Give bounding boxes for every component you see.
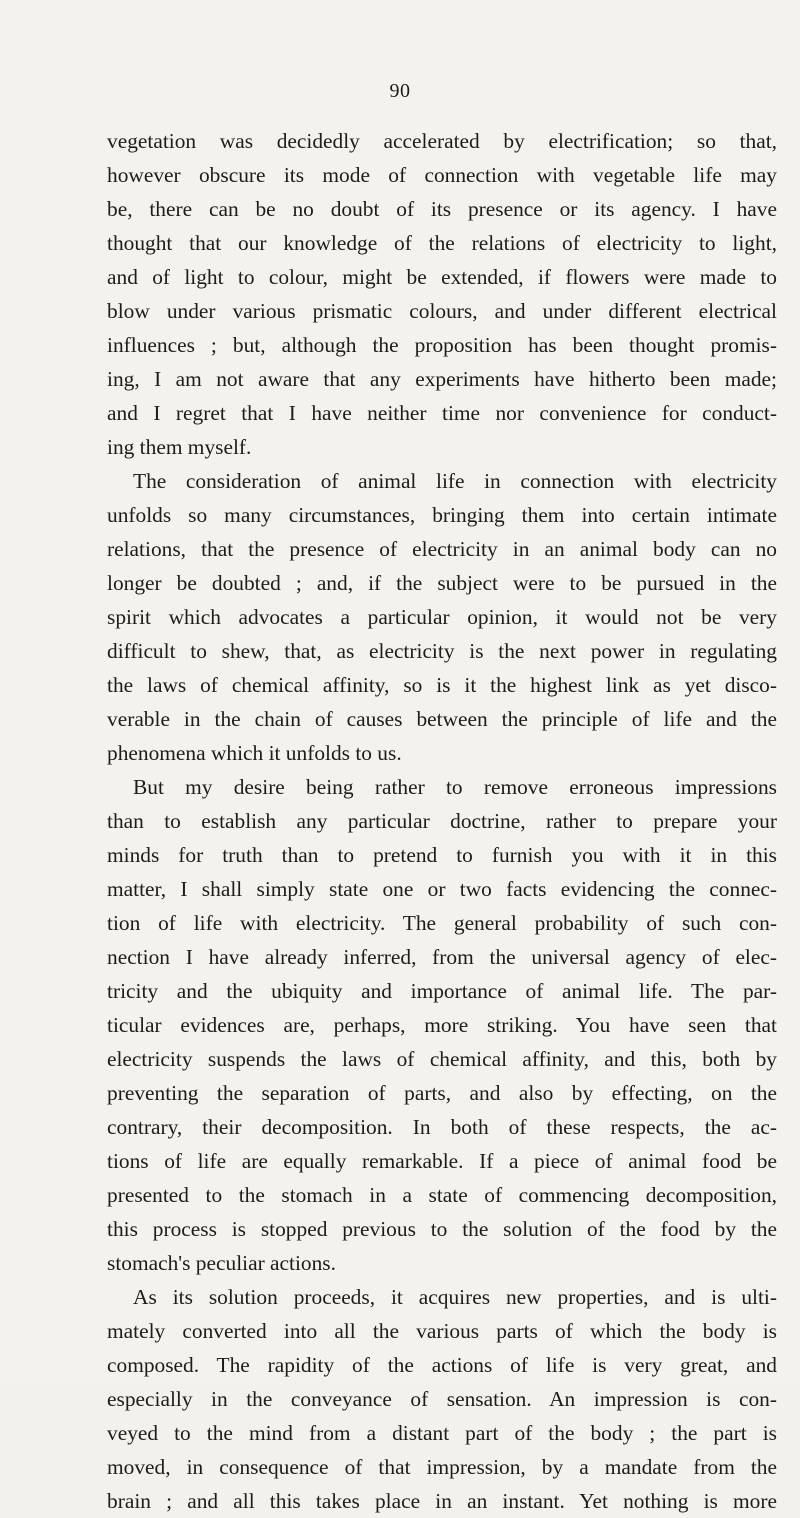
text-line: matter, I shall simply state one or two facts evidencing the connec- bbox=[107, 877, 777, 901]
text-line: As its solution proceeds, it acquires new properties, and is ulti- bbox=[133, 1285, 777, 1309]
text-line: brain ; and all this takes place in an instant. Yet nothing is more bbox=[107, 1489, 777, 1513]
text-line: however obscure its mode of connection with vegetable life may bbox=[107, 163, 777, 187]
text-line: than to establish any particular doctrine, rather to prepare your bbox=[107, 809, 777, 833]
text-line: moved, in consequence of that impression, by a mandate from the bbox=[107, 1455, 777, 1479]
text-line: spirit which advocates a particular opinion, it would not be very bbox=[107, 605, 777, 629]
text-line: tricity and the ubiquity and importance of animal life. The par- bbox=[107, 979, 777, 1003]
text-line: longer be doubted ; and, if the subject were to be pursued in the bbox=[107, 571, 777, 595]
text-line: the laws of chemical affinity, so is it the highest link as yet disco- bbox=[107, 673, 777, 697]
text-line: stomach's peculiar actions. bbox=[107, 1251, 336, 1275]
text-line: verable in the chain of causes between the principle of life and the bbox=[107, 707, 777, 731]
text-line: minds for truth than to pretend to furnish you with it in this bbox=[107, 843, 777, 867]
body-text bbox=[107, 124, 777, 1518]
text-line: preventing the separation of parts, and also by effecting, on the bbox=[107, 1081, 777, 1105]
page-number: 90 bbox=[389, 80, 411, 102]
text-line: veyed to the mind from a distant part of the body ; the part is bbox=[107, 1421, 777, 1445]
text-line: unfolds so many circumstances, bringing them into certain intimate bbox=[107, 503, 777, 527]
text-line: ing, I am not aware that any experiments have hitherto been made; bbox=[107, 367, 777, 391]
text-line: presented to the stomach in a state of commencing decomposition, bbox=[107, 1183, 777, 1207]
text-line: ticular evidences are, perhaps, more striking. You have seen that bbox=[107, 1013, 777, 1037]
text-line: But my desire being rather to remove erroneous impressions bbox=[133, 775, 777, 799]
text-line: contrary, their decomposition. In both of these respects, the ac- bbox=[107, 1115, 777, 1139]
text-line: blow under various prismatic colours, and under different electrical bbox=[107, 299, 777, 323]
text-line: tion of life with electricity. The general probability of such con- bbox=[107, 911, 777, 935]
text-line: electricity suspends the laws of chemical affinity, and this, both by bbox=[107, 1047, 777, 1071]
text-line: nection I have already inferred, from the universal agency of elec- bbox=[107, 945, 777, 969]
text-line: difficult to shew, that, as electricity is the next power in regulating bbox=[107, 639, 777, 663]
text-line: mately converted into all the various parts of which the body is bbox=[107, 1319, 777, 1343]
text-line: phenomena which it unfolds to us. bbox=[107, 741, 402, 765]
text-line: this process is stopped previous to the solution of the food by the bbox=[107, 1217, 777, 1241]
text-line: and of light to colour, might be extended, if flowers were made to bbox=[107, 265, 777, 289]
text-line: ing them myself. bbox=[107, 435, 252, 459]
text-line: and I regret that I have neither time nor convenience for conduct- bbox=[107, 401, 777, 425]
text-line: especially in the conveyance of sensation. An impression is con- bbox=[107, 1387, 777, 1411]
text-line: relations, that the presence of electricity in an animal body can no bbox=[107, 537, 777, 561]
text-line: vegetation was decidedly accelerated by electrification; so that, bbox=[107, 129, 777, 153]
text-line: influences ; but, although the proposition has been thought promis- bbox=[107, 333, 777, 357]
text-line: be, there can be no doubt of its presence or its agency. I have bbox=[107, 197, 777, 221]
text-line: tions of life are equally remarkable. If a piece of animal food be bbox=[107, 1149, 777, 1173]
text-line: thought that our knowledge of the relations of electricity to light, bbox=[107, 231, 777, 255]
text-line: The consideration of animal life in connection with electricity bbox=[133, 469, 777, 493]
text-line: composed. The rapidity of the actions of life is very great, and bbox=[107, 1353, 777, 1377]
